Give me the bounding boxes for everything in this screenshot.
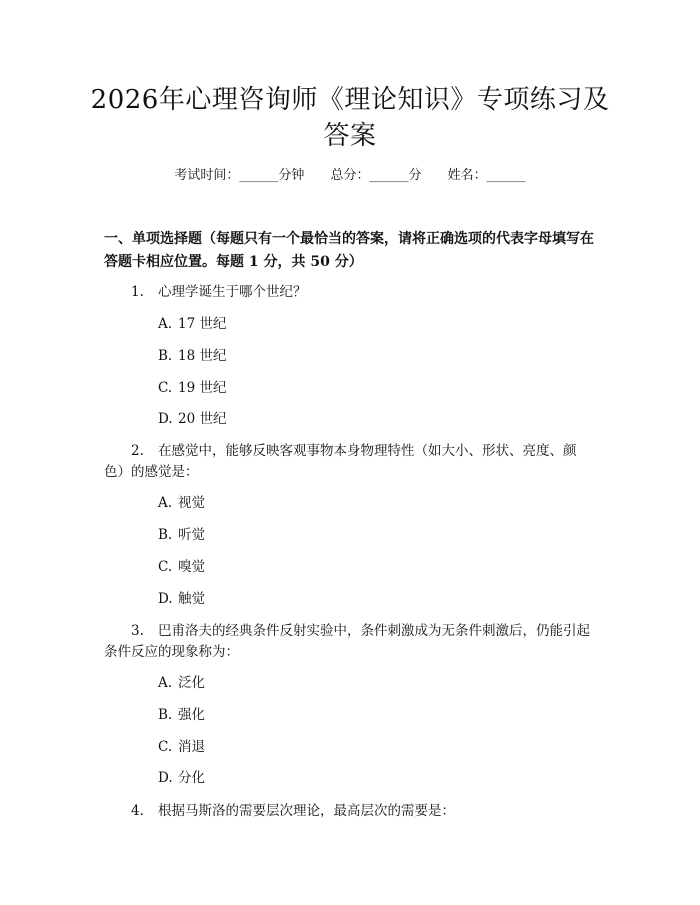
option-1d bbox=[158, 408, 226, 430]
question-text: 在感觉中，能够反映客观事物本身物理特性（如大小、形状、亮度、颜 bbox=[158, 443, 577, 459]
option-text: 视觉 bbox=[178, 495, 205, 511]
question-number: 3. bbox=[131, 623, 144, 639]
time-blank: ______ bbox=[239, 168, 279, 183]
page-title: 2026年心理咨询师《理论知识》专项练习及 bbox=[90, 85, 610, 115]
question-3-continued: 条件反应的现象称为： bbox=[104, 644, 239, 660]
option-text: 触觉 bbox=[178, 591, 205, 607]
option-2b bbox=[158, 524, 205, 546]
option-1a bbox=[158, 313, 226, 335]
option-letter: C. bbox=[158, 739, 173, 755]
option-letter: A. bbox=[158, 495, 173, 511]
exam-meta bbox=[0, 166, 700, 186]
question-2-continued: 色）的感觉是： bbox=[104, 464, 199, 480]
section-heading: 一、单项选择题（每题只有一个最恰当的答案，请将正确选项的代表字母填写在 bbox=[104, 231, 594, 247]
question-text: 根据马斯洛的需要层次理论，最高层次的需要是： bbox=[158, 803, 455, 819]
option-text: 20 世纪 bbox=[178, 411, 227, 427]
option-text: 嗅觉 bbox=[178, 559, 205, 575]
option-2d bbox=[158, 588, 205, 610]
option-letter: B. bbox=[158, 527, 173, 543]
score-unit: 分 bbox=[408, 168, 422, 183]
option-1c bbox=[158, 377, 226, 399]
section-heading-continued: 答题卡相应位置。每题 1 分，共 50 分） bbox=[104, 254, 363, 270]
question-number: 4. bbox=[131, 803, 144, 819]
option-letter: A. bbox=[158, 316, 173, 332]
question-number: 2. bbox=[131, 443, 144, 459]
option-text: 泛化 bbox=[178, 675, 205, 691]
option-3a bbox=[158, 672, 205, 694]
name-label: 姓名： bbox=[447, 168, 487, 183]
option-text: 17 世纪 bbox=[178, 316, 227, 332]
question-number: 1. bbox=[131, 284, 144, 300]
time-unit: 分钟 bbox=[278, 168, 305, 183]
option-2a bbox=[158, 492, 205, 514]
option-text: 强化 bbox=[178, 707, 205, 723]
question-2 bbox=[131, 440, 577, 462]
page-title-continued: 答案 bbox=[323, 121, 377, 151]
option-text: 听觉 bbox=[178, 527, 205, 543]
option-text: 消退 bbox=[178, 739, 205, 755]
option-letter: D. bbox=[158, 770, 173, 786]
question-text: 巴甫洛夫的经典条件反射实验中，条件刺激成为无条件刺激后，仍能引起 bbox=[158, 623, 590, 639]
option-text: 分化 bbox=[178, 770, 205, 786]
option-text: 19 世纪 bbox=[178, 380, 227, 396]
option-3d bbox=[158, 767, 205, 789]
option-2c bbox=[158, 556, 205, 578]
score-label: 总分： bbox=[330, 168, 370, 183]
question-4 bbox=[131, 800, 455, 822]
option-letter: D. bbox=[158, 411, 173, 427]
question-1 bbox=[131, 281, 307, 303]
option-letter: B. bbox=[158, 707, 173, 723]
option-3c bbox=[158, 736, 205, 758]
option-letter: B. bbox=[158, 348, 173, 364]
option-letter: A. bbox=[158, 675, 173, 691]
option-1b bbox=[158, 345, 226, 367]
name-blank: ______ bbox=[486, 168, 526, 183]
option-letter: C. bbox=[158, 559, 173, 575]
question-3 bbox=[131, 620, 590, 642]
option-3b bbox=[158, 704, 205, 726]
option-text: 18 世纪 bbox=[178, 348, 227, 364]
score-blank: ______ bbox=[369, 168, 409, 183]
option-letter: C. bbox=[158, 380, 173, 396]
option-letter: D. bbox=[158, 591, 173, 607]
question-text: 心理学诞生于哪个世纪？ bbox=[158, 284, 307, 300]
time-label: 考试时间： bbox=[174, 168, 240, 183]
